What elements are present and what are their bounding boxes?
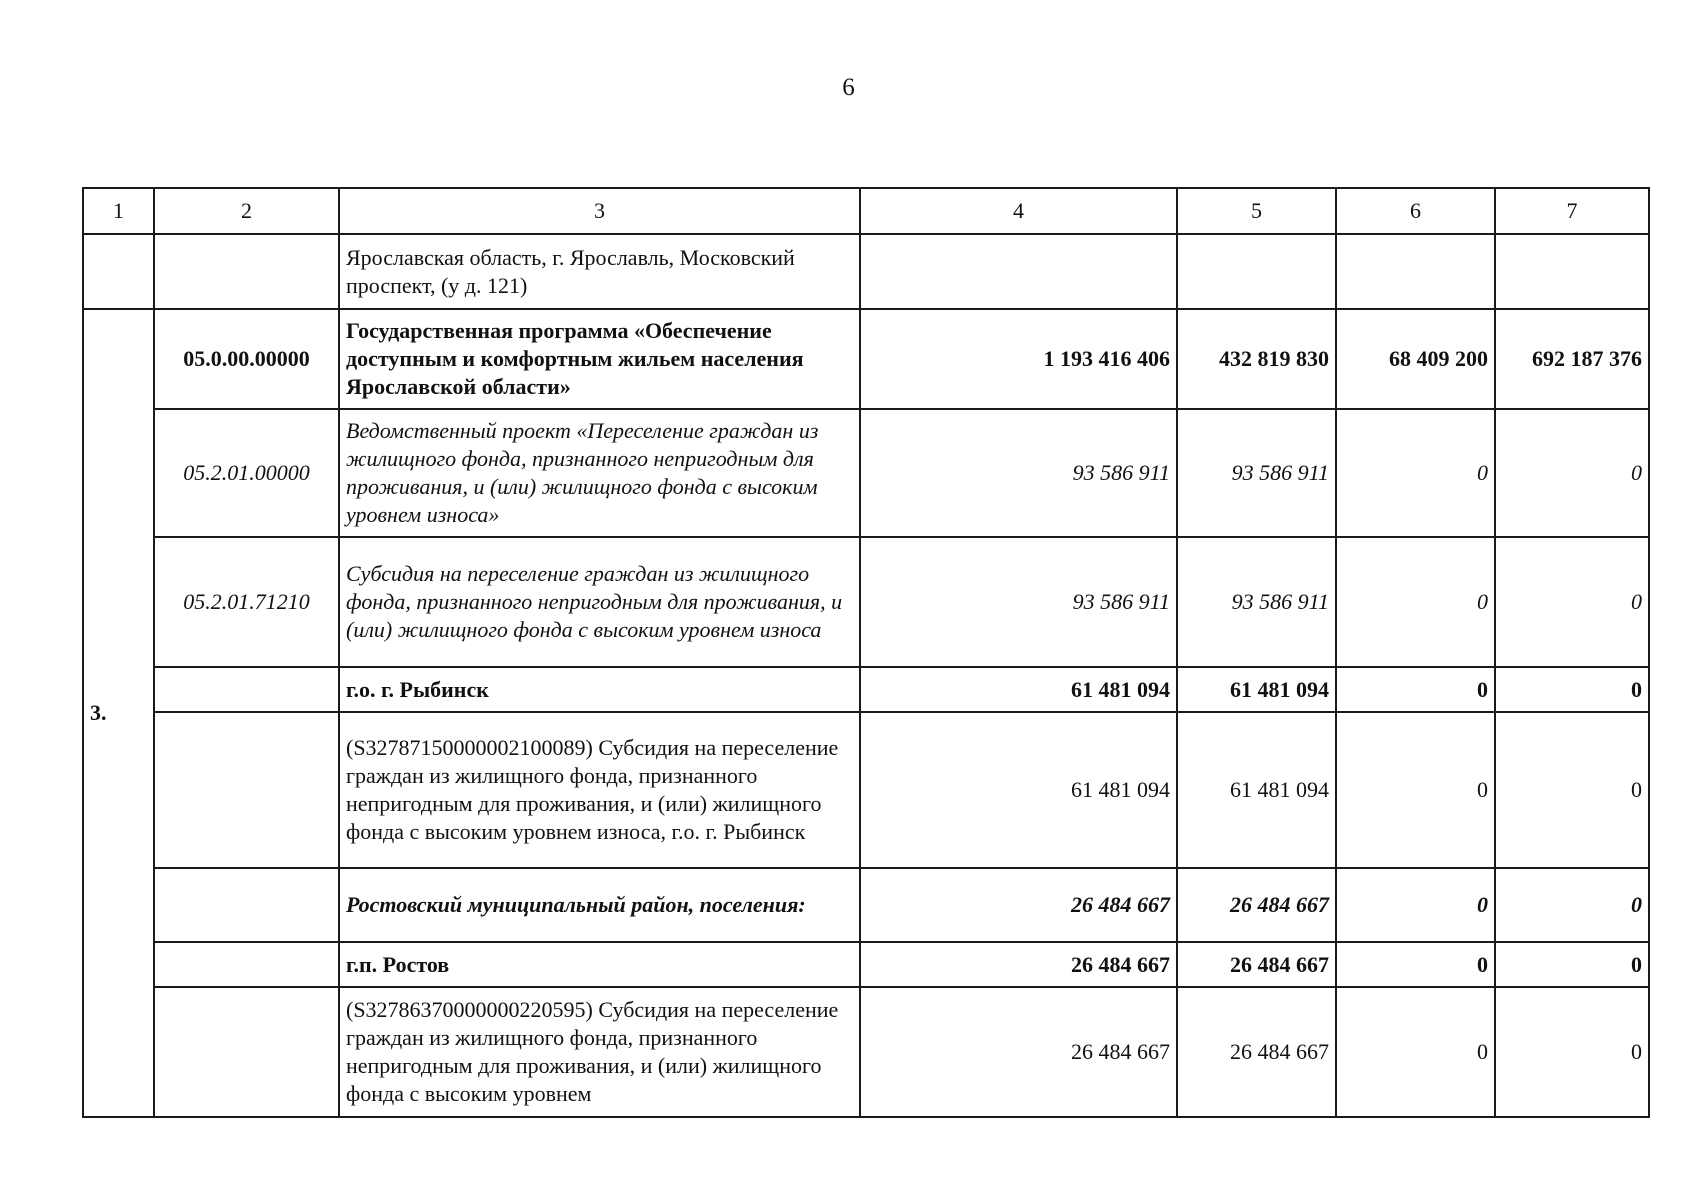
row-value-5: 26 484 667 (1177, 987, 1336, 1117)
row-value-6 (1336, 234, 1495, 309)
row-value-6: 0 (1336, 987, 1495, 1117)
row-value-7: 0 (1495, 712, 1649, 868)
column-header-4: 4 (860, 188, 1177, 234)
row-value-7: 692 187 376 (1495, 309, 1649, 409)
row-name-cell: Ростовский муниципальный район, поселения: (339, 868, 860, 942)
row-value-5: 93 586 911 (1177, 537, 1336, 667)
table-row (83, 987, 1649, 1117)
row-value-7: 0 (1495, 942, 1649, 987)
row-value-4: 61 481 094 (860, 667, 1177, 712)
row-value-5: 93 586 911 (1177, 409, 1336, 537)
row-value-4: 26 484 667 (860, 987, 1177, 1117)
row-name-cell: г.о. г. Рыбинск (339, 667, 860, 712)
column-header-3: 3 (339, 188, 860, 234)
row-value-6: 0 (1336, 537, 1495, 667)
row-value-7: 0 (1495, 987, 1649, 1117)
row-name-cell: (S32786370000000220595) Субсидия на переселение граждан из жилищного фонда, признанного непригодным для проживания, и (или) жилищного фонда с высоким уровнем (339, 987, 860, 1117)
row-name-cell: (S32787150000002100089) Субсидия на переселение граждан из жилищного фонда, признанного непригодным для проживания, и (или) жилищного фонда с высоким уровнем износа, г.о. г. Рыбинск (339, 712, 860, 868)
row-value-7: 0 (1495, 868, 1649, 942)
row-value-5: 61 481 094 (1177, 667, 1336, 712)
row-value-4: 93 586 911 (860, 537, 1177, 667)
table-header-row (83, 188, 1649, 234)
row-name-cell: г.п. Ростов (339, 942, 860, 987)
row-value-6: 0 (1336, 712, 1495, 868)
row-index-cell (83, 234, 154, 309)
row-name-cell: Субсидия на переселение граждан из жилищного фонда, признанного непригодным для проживания, и (или) жилищного фонда с высоким уровнем износа (339, 537, 860, 667)
row-value-4: 1 193 416 406 (860, 309, 1177, 409)
row-code-cell (154, 667, 339, 712)
row-value-4: 26 484 667 (860, 868, 1177, 942)
row-code-cell (154, 868, 339, 942)
table-row (83, 309, 1649, 409)
row-code-cell (154, 712, 339, 868)
table-row (83, 234, 1649, 309)
row-value-4: 93 586 911 (860, 409, 1177, 537)
row-value-5 (1177, 234, 1336, 309)
row-value-7: 0 (1495, 537, 1649, 667)
row-value-5: 432 819 830 (1177, 309, 1336, 409)
row-value-6: 0 (1336, 942, 1495, 987)
budget-table (82, 187, 1650, 1118)
row-value-7: 0 (1495, 409, 1649, 537)
row-value-6: 0 (1336, 409, 1495, 537)
column-header-6: 6 (1336, 188, 1495, 234)
row-name-cell: Ярославская область, г. Ярославль, Московский проспект, (у д. 121) (339, 234, 860, 309)
table-row (83, 409, 1649, 537)
row-name-cell: Ведомственный проект «Переселение граждан из жилищного фонда, признанного непригодным для проживания, и (или) жилищного фонда с высоким уровнем износа» (339, 409, 860, 537)
row-code-cell (154, 234, 339, 309)
column-header-1: 1 (83, 188, 154, 234)
row-value-5: 26 484 667 (1177, 868, 1336, 942)
row-value-5: 61 481 094 (1177, 712, 1336, 868)
row-value-4: 26 484 667 (860, 942, 1177, 987)
page-number: 6 (842, 74, 855, 101)
row-code-cell: 05.2.01.71210 (154, 537, 339, 667)
column-header-2: 2 (154, 188, 339, 234)
row-value-6: 0 (1336, 667, 1495, 712)
row-value-4: 61 481 094 (860, 712, 1177, 868)
section-index-cell: 3. (83, 309, 154, 1117)
row-code-cell: 05.0.00.00000 (154, 309, 339, 409)
table-row (83, 667, 1649, 712)
row-name-cell: Государственная программа «Обеспечение доступным и комфортным жильем населения Ярославской области» (339, 309, 860, 409)
row-value-6: 68 409 200 (1336, 309, 1495, 409)
row-value-6: 0 (1336, 868, 1495, 942)
row-code-cell: 05.2.01.00000 (154, 409, 339, 537)
row-code-cell (154, 942, 339, 987)
row-code-cell (154, 987, 339, 1117)
table-row (83, 712, 1649, 868)
table-row (83, 868, 1649, 942)
row-value-7 (1495, 234, 1649, 309)
row-value-7: 0 (1495, 667, 1649, 712)
table-row (83, 942, 1649, 987)
table-row (83, 537, 1649, 667)
row-value-4 (860, 234, 1177, 309)
row-value-5: 26 484 667 (1177, 942, 1336, 987)
column-header-5: 5 (1177, 188, 1336, 234)
column-header-7: 7 (1495, 188, 1649, 234)
